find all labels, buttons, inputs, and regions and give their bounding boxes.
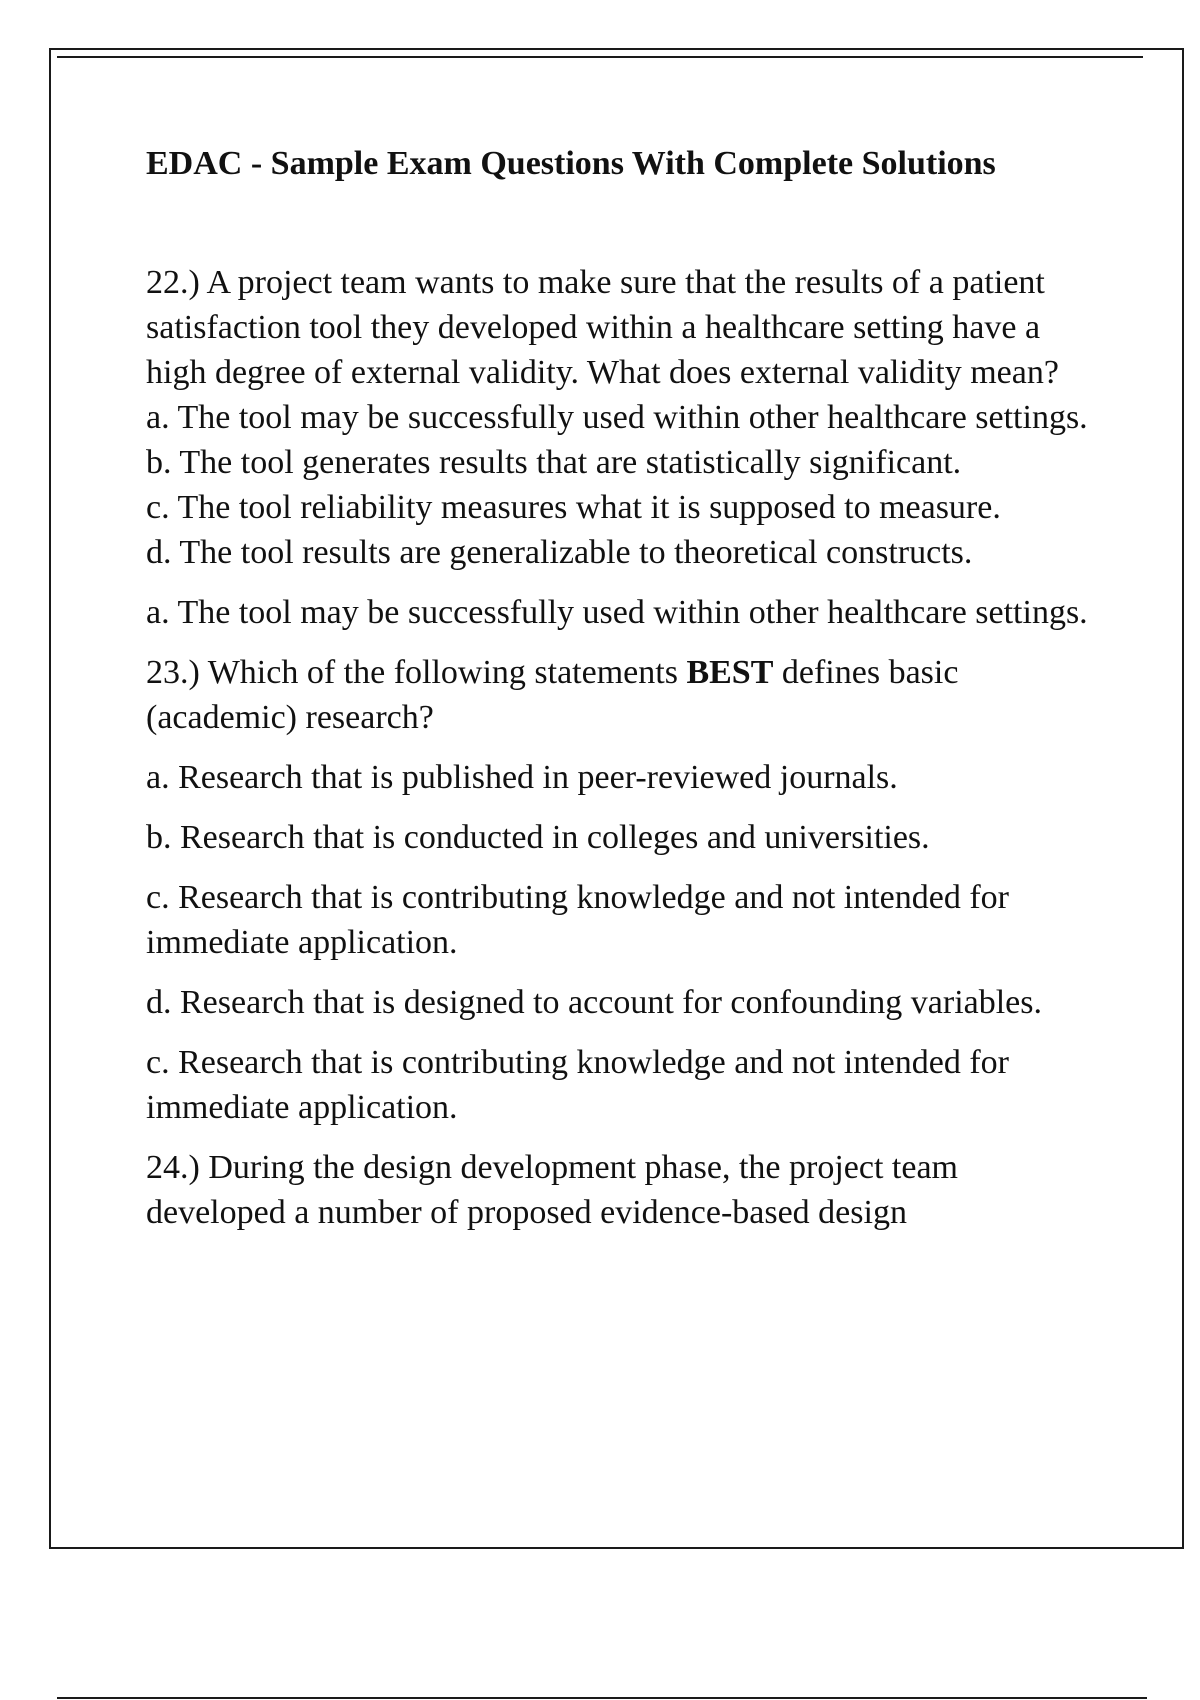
question-23-text	[146, 650, 1106, 740]
question-22	[146, 260, 1106, 635]
question-22-text: 22.) A project team wants to make sure that the results of a patient satisfaction tool they developed within a healthcare setting have a high degree of external validity. What does external validity mean?	[146, 264, 1059, 391]
bottom-rule	[57, 1697, 1147, 1699]
question-22-option-c: c. The tool reliability measures what it is supposed to measure.	[146, 489, 1001, 526]
question-24	[146, 1145, 1106, 1235]
document-body	[146, 140, 1106, 1235]
question-22-option-a: a. The tool may be successfully used within other healthcare settings.	[146, 399, 1088, 436]
question-22-option-d: d. The tool results are generalizable to theoretical constructs.	[146, 534, 973, 571]
question-24-text: 24.) During the design development phase, the project team developed a number of proposed evidence-based design	[146, 1149, 958, 1231]
question-23	[146, 650, 1106, 1130]
question-23-option-a: a. Research that is published in peer-reviewed journals.	[146, 759, 898, 796]
question-23-text-prefix: 23.) Which of the following statements	[146, 654, 687, 691]
document-title: EDAC - Sample Exam Questions With Complete Solutions	[146, 145, 996, 182]
question-23-text-emphasis: BEST	[686, 654, 774, 691]
question-22-answer: a. The tool may be successfully used within other healthcare settings.	[146, 594, 1088, 631]
question-22-option-b: b. The tool generates results that are statistically significant.	[146, 444, 962, 481]
question-23-text-suffix: defines basic (academic) research?	[146, 654, 959, 736]
question-23-option-b: b. Research that is conducted in colleges and universities.	[146, 819, 930, 856]
question-23-answer: c. Research that is contributing knowledge and not intended for immediate application.	[146, 1044, 1009, 1126]
question-23-option-c: c. Research that is contributing knowledge and not intended for immediate application.	[146, 879, 1009, 961]
question-23-option-d: d. Research that is designed to account for confounding variables.	[146, 984, 1043, 1021]
